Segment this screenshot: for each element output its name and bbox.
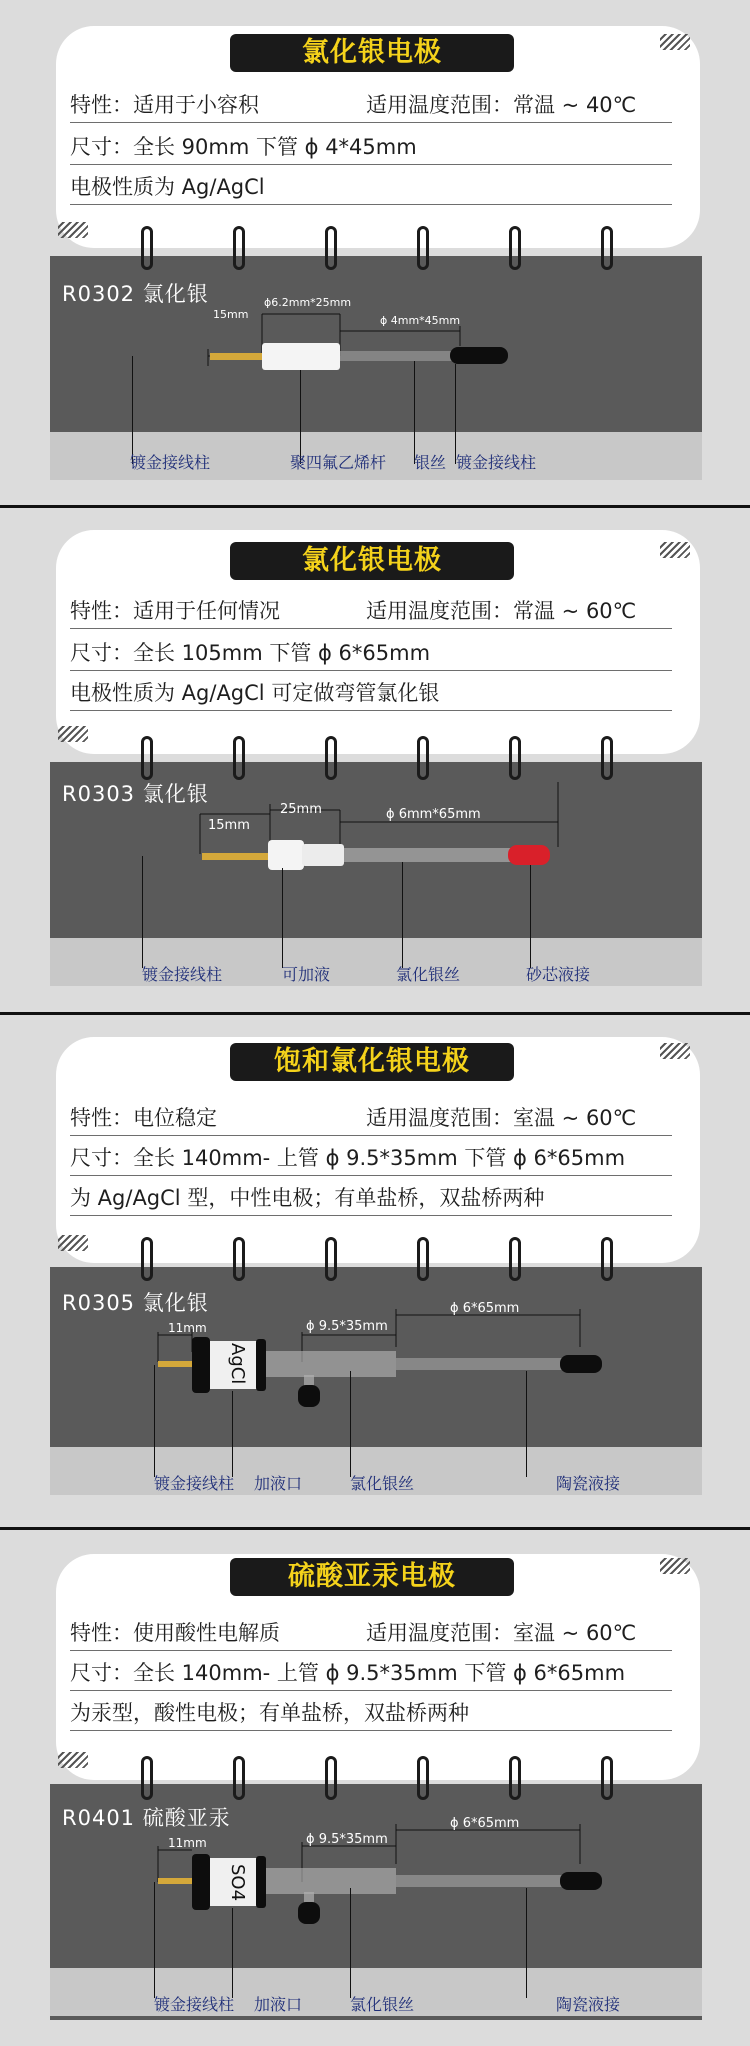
leader-line bbox=[526, 1888, 527, 1998]
feature-text: 特性：适用于任何情况 bbox=[70, 599, 280, 623]
part-label: 氯化银丝 bbox=[350, 1474, 415, 1493]
spec-line-property: 为汞型，酸性电极；有单盐桥，双盐桥两种 bbox=[70, 1694, 672, 1731]
lower-glass-tube bbox=[396, 1358, 576, 1370]
electrode-photo bbox=[50, 256, 702, 480]
part-label: 可加液 bbox=[282, 965, 331, 984]
corner-hatch bbox=[660, 34, 690, 50]
black-tip bbox=[560, 1872, 602, 1890]
binder-ring bbox=[325, 1756, 337, 1800]
black-ring bbox=[256, 1339, 266, 1391]
leader-line bbox=[132, 356, 133, 464]
binder-ring bbox=[233, 1756, 245, 1800]
binder-ring bbox=[509, 1756, 521, 1800]
dim-upper-tube: ϕ 9.5*35mm bbox=[306, 1832, 388, 1847]
leader-line bbox=[526, 1371, 527, 1477]
part-label: 氯化银丝 bbox=[396, 965, 461, 984]
leader-line bbox=[414, 361, 415, 464]
binder-ring bbox=[601, 736, 613, 780]
leader-line bbox=[455, 364, 456, 464]
binder-ring bbox=[509, 226, 521, 270]
electrode-drawing bbox=[50, 256, 702, 480]
leader-line bbox=[530, 865, 531, 968]
product-code: R0303 氯化银 bbox=[62, 782, 209, 806]
part-label: 陶瓷液接 bbox=[556, 1995, 621, 2014]
binder-ring bbox=[417, 226, 429, 270]
corner-hatch bbox=[58, 1752, 88, 1768]
electrode-drawing bbox=[50, 762, 702, 986]
corner-hatch bbox=[58, 222, 88, 238]
spec-line-property: 电极性质为 Ag/AgCl bbox=[70, 168, 672, 205]
black-head bbox=[192, 1854, 210, 1910]
spec-line-feature bbox=[70, 592, 672, 629]
electrode-photo bbox=[50, 1784, 702, 2020]
black-ring bbox=[256, 1856, 266, 1908]
product-code: R0302 氯化银 bbox=[62, 282, 209, 306]
part-label: 镀金接线柱 bbox=[154, 1995, 235, 2014]
black-head bbox=[192, 1337, 210, 1393]
spec-line-size: 尺寸：全长 90mm 下管 ϕ 4*45mm bbox=[70, 128, 672, 165]
corner-hatch bbox=[58, 1235, 88, 1251]
leader-line bbox=[282, 868, 283, 968]
leader-line bbox=[232, 1908, 233, 1998]
binder-ring bbox=[325, 1237, 337, 1281]
binder-ring bbox=[509, 1237, 521, 1281]
black-tip bbox=[560, 1355, 602, 1373]
dim-cap-length: 25mm bbox=[280, 802, 322, 817]
ptfe-body bbox=[302, 844, 344, 866]
part-label: 镀金接线柱 bbox=[142, 965, 223, 984]
gold-pin bbox=[202, 853, 270, 860]
gold-pin bbox=[158, 1361, 196, 1367]
electrode-drawing bbox=[50, 1784, 702, 2020]
gold-pin bbox=[210, 353, 262, 360]
spec-line-property: 为 Ag/AgCl 型，中性电极；有单盐桥，双盐桥两种 bbox=[70, 1179, 672, 1216]
dim-tube-size: ϕ 4mm*45mm bbox=[380, 314, 461, 327]
part-label: 镀金接线柱 bbox=[456, 453, 537, 472]
part-label: 聚四氟乙烯杆 bbox=[290, 453, 387, 472]
feature-text: 特性：适用于小容积 bbox=[70, 93, 259, 117]
binder-ring bbox=[141, 1237, 153, 1281]
dim-pin-length: 15mm bbox=[208, 818, 250, 833]
corner-hatch bbox=[660, 1558, 690, 1574]
dim-head-length: 11mm bbox=[168, 1836, 207, 1850]
part-label: 氯化银丝 bbox=[350, 1995, 415, 2014]
binder-ring bbox=[417, 1237, 429, 1281]
binder-ring bbox=[141, 226, 153, 270]
binder-ring bbox=[601, 1756, 613, 1800]
part-label: 加液口 bbox=[254, 1474, 303, 1493]
upper-glass-tube bbox=[266, 1351, 396, 1377]
part-label: 镀金接线柱 bbox=[154, 1474, 235, 1493]
electrode-drawing bbox=[50, 1267, 702, 1495]
temperature-range: 适用温度范围：室温 ~ 60℃ bbox=[366, 1106, 637, 1130]
spec-line-size: 尺寸：全长 140mm- 上管 ϕ 9.5*35mm 下管 ϕ 6*65mm bbox=[70, 1139, 672, 1176]
part-label: 陶瓷液接 bbox=[556, 1474, 621, 1493]
part-label: 加液口 bbox=[254, 1995, 303, 2014]
leader-line bbox=[232, 1391, 233, 1477]
dim-lower-tube: ϕ 6*65mm bbox=[450, 1816, 520, 1831]
temperature-range: 适用温度范围：常温 ~ 40℃ bbox=[366, 93, 637, 117]
upper-glass-tube bbox=[266, 1868, 396, 1894]
spec-line-property: 电极性质为 Ag/AgCl 可定做弯管氯化银 bbox=[70, 674, 672, 711]
binder-ring bbox=[417, 1756, 429, 1800]
corner-hatch bbox=[58, 726, 88, 742]
binder-ring bbox=[233, 1237, 245, 1281]
ptfe-rod bbox=[262, 343, 340, 370]
section-title: 氯化银电极 bbox=[230, 542, 514, 580]
section-title: 氯化银电极 bbox=[230, 34, 514, 72]
dim-rod-size: ϕ6.2mm*25mm bbox=[264, 296, 352, 309]
leader-line bbox=[154, 1882, 155, 1998]
spec-line-feature bbox=[70, 86, 672, 123]
product-code: R0305 氯化银 bbox=[62, 1291, 209, 1315]
dim-pin-length: 15mm bbox=[213, 308, 249, 321]
ptfe-cap bbox=[268, 840, 304, 870]
spec-line-feature bbox=[70, 1614, 672, 1651]
binder-ring bbox=[141, 1756, 153, 1800]
leader-line bbox=[154, 1365, 155, 1477]
black-cap bbox=[450, 347, 508, 364]
binder-ring bbox=[601, 226, 613, 270]
lower-glass-tube bbox=[396, 1875, 576, 1887]
binder-ring bbox=[141, 736, 153, 780]
gold-pin bbox=[158, 1878, 196, 1884]
dim-head-length: 11mm bbox=[168, 1321, 207, 1335]
product-section-r0401 bbox=[0, 1530, 750, 2046]
binder-ring bbox=[417, 736, 429, 780]
product-section-r0303 bbox=[0, 508, 750, 1012]
temperature-range: 适用温度范围：室温 ~ 60℃ bbox=[366, 1621, 637, 1645]
part-label: 砂芯液接 bbox=[526, 965, 591, 984]
temperature-range: 适用温度范围：常温 ~ 60℃ bbox=[366, 599, 637, 623]
leader-line bbox=[350, 1371, 351, 1477]
glass-tube bbox=[344, 848, 512, 862]
product-section-r0302 bbox=[0, 0, 750, 505]
binder-ring bbox=[233, 736, 245, 780]
leader-line bbox=[350, 1888, 351, 1998]
product-code: R0401 硫酸亚汞 bbox=[62, 1806, 231, 1830]
fill-port-cap bbox=[298, 1385, 320, 1407]
part-label: 镀金接线柱 bbox=[130, 453, 211, 472]
section-title: 硫酸亚汞电极 bbox=[230, 1558, 514, 1596]
binder-ring bbox=[601, 1237, 613, 1281]
electrode-photo bbox=[50, 1267, 702, 1495]
dim-lower-tube: ϕ 6*65mm bbox=[450, 1301, 520, 1316]
glass-tube bbox=[340, 351, 460, 361]
binder-ring bbox=[233, 226, 245, 270]
feature-text: 特性：电位稳定 bbox=[70, 1106, 217, 1130]
red-tip bbox=[508, 845, 550, 865]
electrode-tag: SO4 bbox=[227, 1864, 248, 1902]
binder-ring bbox=[325, 226, 337, 270]
binder-ring bbox=[509, 736, 521, 780]
spec-line-size: 尺寸：全长 105mm 下管 ϕ 6*65mm bbox=[70, 634, 672, 671]
section-title: 饱和氯化银电极 bbox=[230, 1043, 514, 1081]
spec-line-feature bbox=[70, 1099, 672, 1136]
corner-hatch bbox=[660, 1043, 690, 1059]
binder-ring bbox=[325, 736, 337, 780]
dim-upper-tube: ϕ 9.5*35mm bbox=[306, 1319, 388, 1334]
spec-line-size: 尺寸：全长 140mm- 上管 ϕ 9.5*35mm 下管 ϕ 6*65mm bbox=[70, 1654, 672, 1691]
electrode-tag: AgCl bbox=[227, 1343, 248, 1385]
corner-hatch bbox=[660, 542, 690, 558]
dim-tube-size: ϕ 6mm*65mm bbox=[386, 807, 481, 822]
leader-line bbox=[402, 862, 403, 968]
feature-text: 特性：使用酸性电解质 bbox=[70, 1621, 280, 1645]
part-label: 银丝 bbox=[414, 453, 447, 472]
leader-line bbox=[142, 856, 143, 968]
product-section-r0305 bbox=[0, 1015, 750, 1527]
electrode-photo bbox=[50, 762, 702, 986]
fill-port-cap bbox=[298, 1902, 320, 1924]
